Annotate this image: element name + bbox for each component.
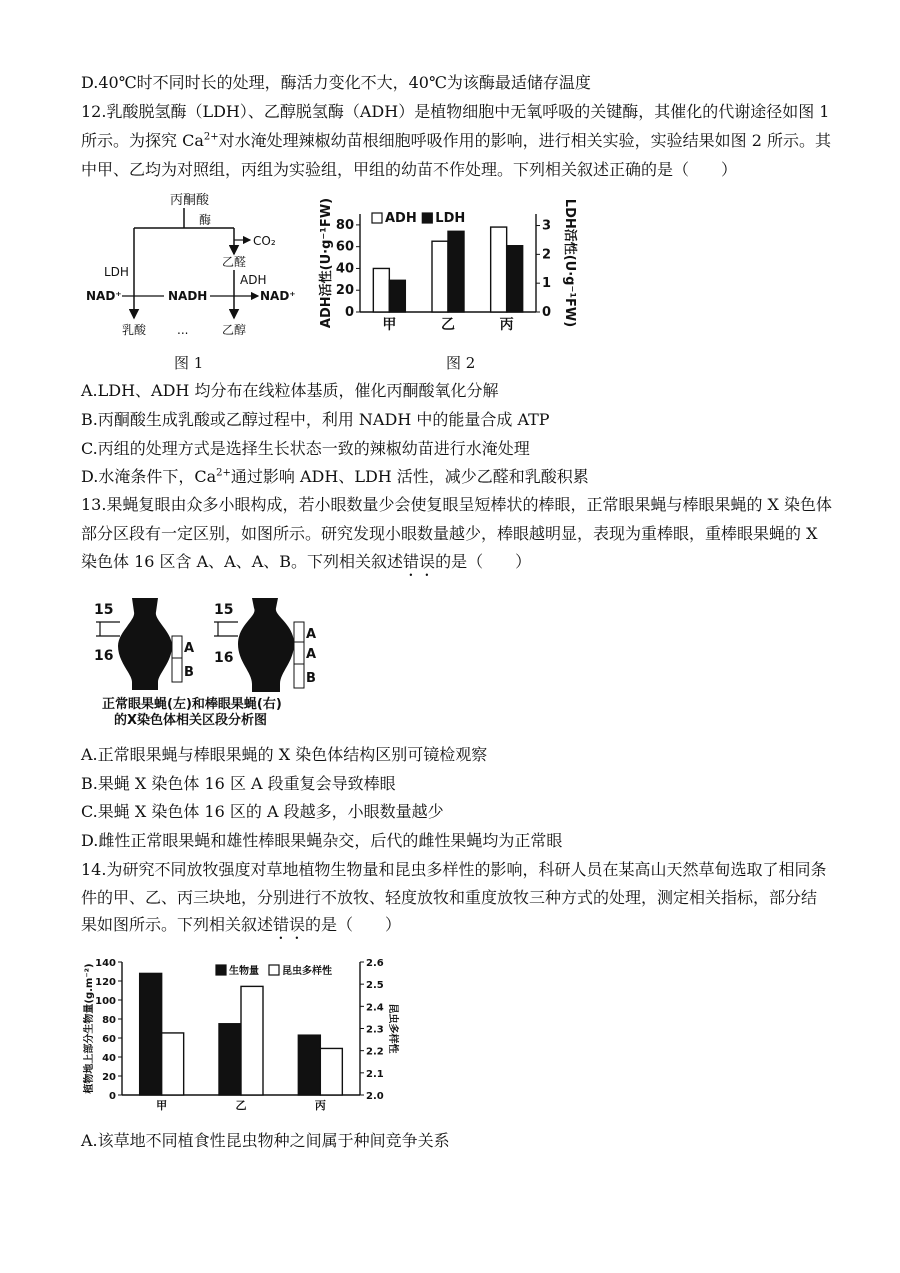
adh-ldh-chart-right-tick-label: 3 [542,218,552,234]
adh-ldh-chart-left-tick-label: 0 [344,305,354,320]
left-segment-b [172,658,182,682]
q13-stem-text-b: 的是（ ） [435,552,532,571]
q12-superscript: 2+ [203,131,219,143]
adh-ldh-chart-bar-ADH [491,227,507,312]
q13-stem-line1: 13.果蝇复眼由众多小眼构成，若小眼数量少会使复眼呈短棒状的棒眼，正常眼果蝇与棒眼果蝇的 X 染色体 [81,495,833,514]
nad-right-label: NAD⁺ [260,289,296,303]
grazing-chart-right-tick-label: 2.0 [366,1091,384,1102]
adh-ldh-chart-category-label: 丙 [499,317,514,333]
q14-stem-text-a: 果如图所示。下列相关叙述 [81,915,274,934]
grazing-chart-left-tick-label: 0 [109,1091,116,1102]
chromosome-diagram [88,592,328,728]
q12-option-d [81,466,589,488]
adh-ldh-chart-y-axis-label: ADH活性(U·g⁻¹FW) [319,197,334,329]
acetaldehyde-label: 乙醛 [222,255,247,269]
fig1-caption: 图 1 [174,354,204,372]
q12-option-d-text-b: 通过影响 ADH、LDH 活性，减少乙醛和乳酸积累 [230,467,589,486]
adh-ldh-chart-bar-LDH [389,280,405,312]
grazing-chart-category-label: 甲 [156,1099,168,1112]
ldh-label: LDH [104,265,129,279]
adh-ldh-chart-legend-label: LDH [435,211,466,226]
adh-ldh-chart-left-tick-label: 20 [335,283,354,299]
q14-stem-line3 [81,914,401,943]
lactate-label: 乳酸 [122,323,147,337]
left-chromosome-shape [118,598,172,690]
q13-stem-line3 [81,551,531,580]
adh-ldh-chart-legend-label: ADH [385,211,417,226]
right-a1-label: A [306,627,317,642]
q13-emphasis-word: 错误 [403,552,436,571]
grazing-chart-legend-label: 生物量 [229,966,259,977]
adh-ldh-chart-bar-LDH [448,231,464,312]
adh-ldh-chart-category-label: 乙 [441,317,455,333]
grazing-chart-bar-生物量 [298,1035,320,1095]
grazing-chart-y-axis-label: 植物地上部分生物量(g.m⁻²) [84,963,95,1094]
adh-ldh-chart-bar-LDH [507,246,523,312]
chromosome-caption-line1: 正常眼果蝇(左)和棒眼果蝇(右) [102,697,282,712]
grazing-chart-legend-label: 昆虫多样性 [282,966,332,977]
adh-ldh-chart-right-tick-label: 2 [542,247,552,263]
grazing-chart-right-tick-label: 2.4 [366,1002,384,1014]
grazing-chart-left-tick-label: 60 [102,1034,116,1045]
left-b-label: B [184,665,194,680]
pathway-diagram [82,190,312,340]
ellipsis-label: ... [177,323,189,337]
grazing-chart-left-tick-label: 100 [95,996,116,1007]
adh-ldh-chart-left-tick-label: 40 [335,261,354,277]
grazing-chart-right-tick-label: 2.2 [366,1046,384,1058]
right-b-label: B [306,671,316,686]
q13-stem-line2: 部分区段有一定区别，如图所示。研究发现小眼数量越少，棒眼越明显，表现为重棒眼，重棒眼果蝇的 X [81,524,818,543]
grazing-chart-bar-昆虫多样性 [241,986,263,1095]
adh-ldh-chart-legend-swatch [372,213,382,223]
q12-stem-text-a: 所示。为探究 Ca [81,131,204,150]
adh-ldh-chart-bar-ADH [373,268,389,312]
q14-emphasis-word: 错误 [273,915,306,934]
q13-stem-text-a: 染色体 16 区含 A、A、A、B。下列相关叙述 [81,552,404,571]
adh-ldh-chart-left-tick-label: 80 [335,217,354,233]
ethanol-label: 乙醇 [222,323,247,337]
q13-option-c: C.果蝇 X 染色体 16 区的 A 段越多，小眼数量越少 [81,802,444,821]
q12-option-c: C.丙组的处理方式是选择生长状态一致的辣椒幼苗进行水淹处理 [81,439,530,458]
left-segment-a [172,636,182,658]
q12-stem-line1: 12.乳酸脱氢酶（LDH）、乙醇脱氢酶（ADH）是植物细胞中无氧呼吸的关键酶，其催化的代谢途径如图 1 [81,102,830,121]
q11-option-d: D.40℃时不同时长的处理，酶活力变化不大，40℃为该酶最适储存温度 [81,73,591,92]
q14-option-a: A.该草地不同植食性昆虫物种之间属于种间竞争关系 [81,1131,450,1150]
adh-ldh-chart-legend-swatch [422,213,432,223]
adh-ldh-chart-category-label: 甲 [382,317,397,333]
grazing-chart-legend-swatch [216,965,226,975]
grazing-chart-left-tick-label: 80 [102,1015,116,1026]
grazing-chart-bar-生物量 [140,973,162,1095]
fig2-caption: 图 2 [446,354,476,372]
chromosome-caption-line2: 的X染色体相关区段分析图 [114,713,268,728]
right-segment-b [294,664,304,688]
q13-option-b: B.果蝇 X 染色体 16 区 A 段重复会导致棒眼 [81,774,396,793]
q13-option-a: A.正常眼果蝇与棒眼果蝇的 X 染色体结构区别可镜检观察 [81,745,488,764]
q14-stem-line2: 件的甲、乙、丙三块地，分别进行不放牧、轻度放牧和重度放牧三种方式的处理，测定相关指标，部分结 [81,888,818,907]
pyruvate-label: 丙酮酸 [170,193,210,208]
q14-stem-text-b: 的是（ ） [305,915,402,934]
left-region-16-label: 16 [94,648,114,664]
co2-label: CO₂ [253,234,276,248]
q13-option-d: D.雌性正常眼果蝇和雄性棒眼果蝇杂交，后代的雌性果蝇均为正常眼 [81,831,563,850]
right-segment-a2 [294,642,304,664]
right-a2-label: A [306,647,317,662]
nadh-label: NADH [168,289,208,303]
q14-stem-line1: 14.为研究不同放牧强度对草地植物生物量和昆虫多样性的影响，科研人员在某高山天然草甸选取了相同条 [81,860,827,879]
grazing-chart-left-tick-label: 20 [102,1072,116,1083]
grazing-chart-bar-昆虫多样性 [162,1033,184,1095]
right-chromosome-shape [238,598,294,692]
grazing-chart-left-tick-label: 120 [95,977,116,988]
adh-ldh-chart-bar-ADH [432,241,448,312]
grazing-chart-category-label: 乙 [235,1099,247,1112]
q12-option-a: A.LDH、ADH 均分布在线粒体基质，催化丙酮酸氧化分解 [81,381,499,400]
q12-stem-line3: 中甲、乙均为对照组，丙组为实验组，甲组的幼苗不作处理。下列相关叙述正确的是（ ） [81,160,738,179]
grazing-chart-left-tick-label: 40 [102,1053,116,1064]
nad-left-label: NAD⁺ [86,289,122,303]
right-region-15-label: 15 [214,602,234,618]
grazing-chart-right-tick-label: 2.3 [366,1024,384,1036]
q12-stem-line2 [81,130,831,152]
grazing-chart-y-axis-right-label: 昆虫多样性 [387,1003,398,1054]
q12-stem-text-b: 对水淹处理辣椒幼苗根细胞呼吸作用的影响，进行相关实验，实验结果如图 2 所示。其 [218,131,831,150]
adh-ldh-chart-right-tick-label: 0 [542,305,552,320]
grazing-chart-right-tick-label: 2.5 [366,980,384,992]
q12-option-d-superscript: 2+ [216,467,231,479]
grazing-chart-right-tick-label: 2.6 [366,958,384,969]
grazing-chart-category-label: 丙 [314,1099,326,1112]
right-segment-a1 [294,622,304,642]
adh-ldh-chart-right-tick-label: 1 [542,276,552,292]
q12-option-d-text-a: D.水淹条件下，Ca [81,467,217,486]
grazing-chart-bar-生物量 [219,1024,241,1095]
grazing-chart-legend-swatch [269,965,279,975]
adh-ldh-chart-left-tick-label: 60 [335,239,354,255]
grazing-chart-right-tick-label: 2.1 [366,1068,384,1080]
adh-ldh-chart-y-axis-right-label: LDH活性(U·g⁻¹FW) [562,198,577,328]
left-region-15-label: 15 [94,602,114,618]
enzyme-activity-chart [318,197,578,345]
q12-option-b: B.丙酮酸生成乳酸或乙醇过程中，利用 NADH 中的能量合成 ATP [81,410,550,429]
right-region-16-label: 16 [214,650,234,666]
grazing-chart-bar-昆虫多样性 [320,1048,342,1095]
enzyme-label: 酶 [199,213,212,227]
grazing-chart [82,950,422,1120]
adh-label: ADH [240,273,267,287]
left-a-label: A [184,641,195,656]
grazing-chart-left-tick-label: 140 [95,958,116,969]
